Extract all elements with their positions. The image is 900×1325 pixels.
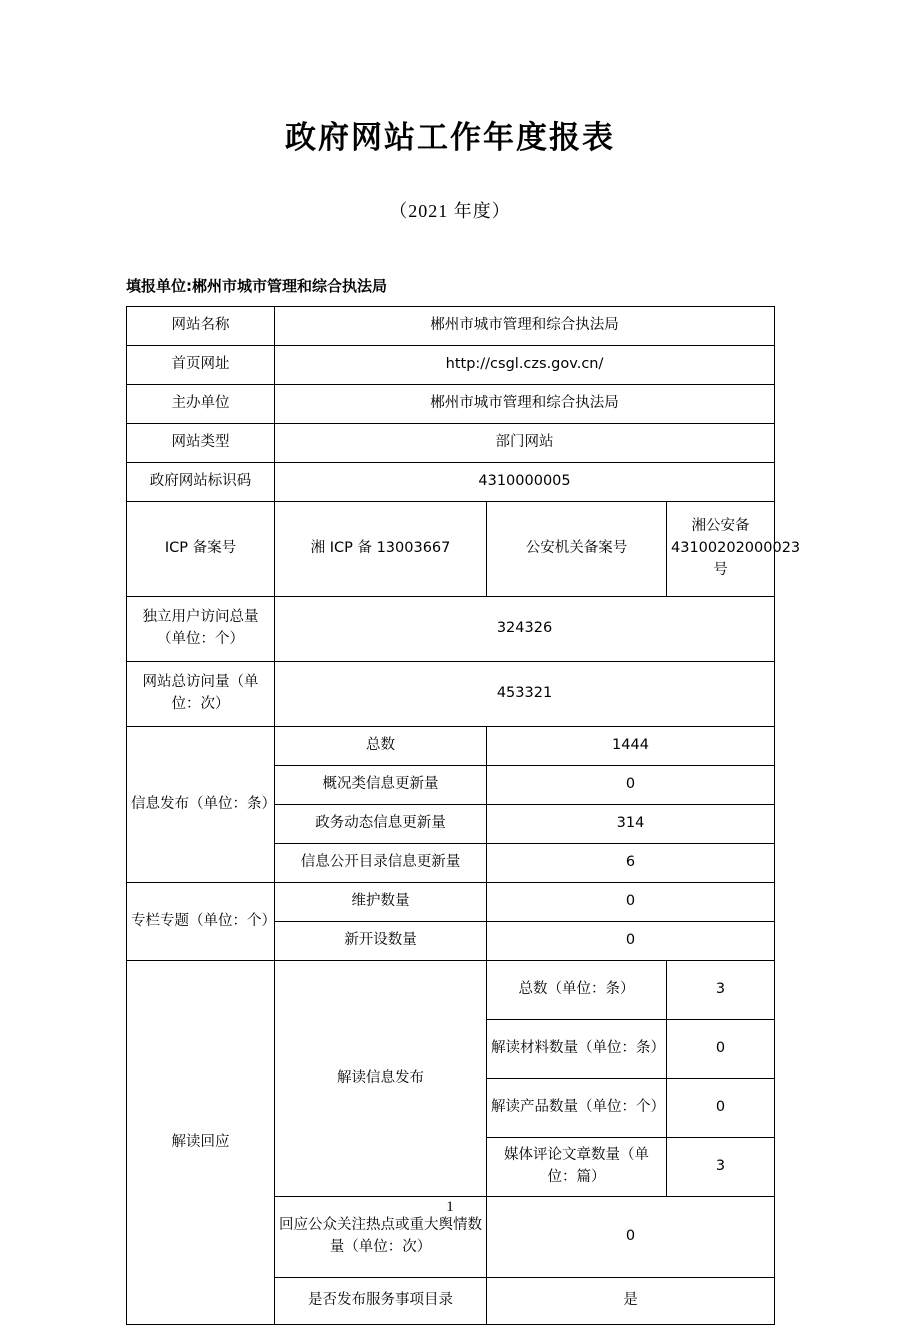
table-row: [127, 385, 775, 424]
homepage-label: 首页网址: [127, 346, 275, 385]
annual-report-table: [126, 306, 801, 1325]
table-row: [127, 597, 775, 662]
interpret-item-name: 媒体评论文章数量（单位：篇）: [487, 1138, 667, 1197]
column-label: 专栏专题（单位：个）: [127, 883, 275, 961]
table-row: [127, 346, 775, 385]
table-row: [127, 463, 775, 502]
publish-item-name: 政务动态信息更新量: [275, 805, 487, 844]
site-code-value: 4310000005: [275, 463, 775, 502]
interpret-item-value: 0: [667, 1079, 775, 1138]
publish-item-name: 概况类信息更新量: [275, 766, 487, 805]
unique-visitors-label: 独立用户访问总量（单位：个）: [127, 597, 275, 662]
icp-label: ICP 备案号: [127, 502, 275, 597]
unique-visitors-value: 324326: [275, 597, 775, 662]
table-row: [127, 727, 775, 766]
table-row: [127, 502, 775, 597]
page-subtitle: （2021 年度）: [389, 201, 511, 221]
hotspot-label: 回应公众关注热点或重大舆情数量（单位：次）: [275, 1197, 487, 1278]
column-item-value: 0: [487, 883, 775, 922]
site-name-value: 郴州市城市管理和综合执法局: [275, 307, 775, 346]
interpret-label: 解读回应: [127, 961, 275, 1325]
site-name-label: 网站名称: [127, 307, 275, 346]
site-type-label: 网站类型: [127, 424, 275, 463]
reporter-line: [0, 223, 900, 296]
sponsor-value: 郴州市城市管理和综合执法局: [275, 385, 775, 424]
column-item-name: 新开设数量: [275, 922, 487, 961]
table-row: [127, 662, 775, 727]
table-row: [127, 424, 775, 463]
table-row: [127, 883, 775, 922]
publish-item-value: 6: [487, 844, 775, 883]
column-item-value: 0: [487, 922, 775, 961]
interpret-item-value: 3: [667, 1138, 775, 1197]
publish-item-value: 314: [487, 805, 775, 844]
total-visits-label: 网站总访问量（单位：次）: [127, 662, 275, 727]
sponsor-label: 主办单位: [127, 385, 275, 424]
site-type-value: 部门网站: [275, 424, 775, 463]
police-record-label: 公安机关备案号: [487, 502, 667, 597]
reporter-label: 填报单位:: [126, 277, 192, 295]
total-visits-value: 453321: [275, 662, 775, 727]
service-directory-label: 是否发布服务事项目录: [275, 1278, 487, 1325]
interpret-publish-label: 解读信息发布: [275, 961, 487, 1197]
column-item-name: 维护数量: [275, 883, 487, 922]
publish-item-name: 信息公开目录信息更新量: [275, 844, 487, 883]
site-code-label: 政府网站标识码: [127, 463, 275, 502]
police-record-value: 湘公安备 43100202000023 号: [667, 502, 775, 597]
interpret-item-value: 3: [667, 961, 775, 1020]
interpret-item-name: 解读材料数量（单位：条）: [487, 1020, 667, 1079]
publish-label: 信息发布（单位：条）: [127, 727, 275, 883]
interpret-item-name: 总数（单位：条）: [487, 961, 667, 1020]
homepage-value: http://csgl.czs.gov.cn/: [275, 346, 775, 385]
service-directory-value: 是: [487, 1278, 775, 1325]
table-row: [127, 961, 775, 1020]
icp-value: 湘 ICP 备 13003667: [275, 502, 487, 597]
hotspot-value: 0: [487, 1197, 775, 1278]
interpret-item-name: 解读产品数量（单位：个）: [487, 1079, 667, 1138]
interpret-item-value: 0: [667, 1020, 775, 1079]
reporter-value: 郴州市城市管理和综合执法局: [192, 277, 388, 295]
publish-item-value: 0: [487, 766, 775, 805]
table-row: [127, 307, 775, 346]
page-title: 政府网站工作年度报表: [285, 120, 615, 156]
publish-item-name: 总数: [275, 727, 487, 766]
publish-item-value: 1444: [487, 727, 775, 766]
page-number: 1: [446, 1199, 454, 1215]
